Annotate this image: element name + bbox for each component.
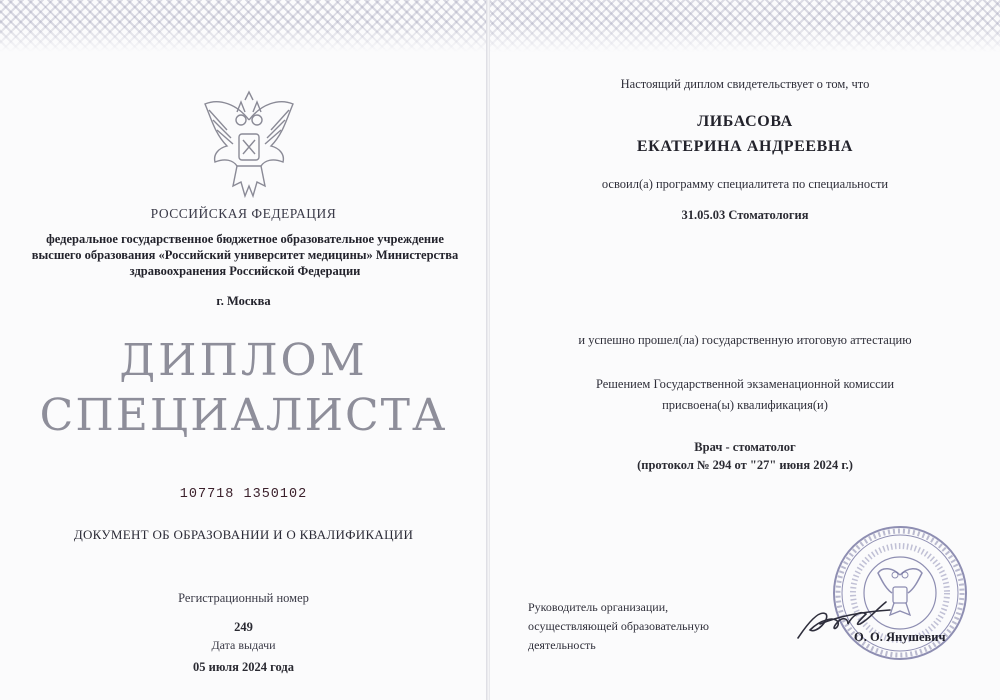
institution-line: здравоохранения Российской Федерации	[129, 264, 361, 278]
attestation-text: и успешно прошел(ла) государственную итоговую аттестацию	[578, 333, 912, 347]
institution-line: высшего образования «Российский университет медицины» Министерства	[31, 248, 459, 262]
document-type: ДОКУМЕНТ ОБ ОБРАЗОВАНИИ И О КВАЛИФИКАЦИИ	[73, 527, 414, 542]
intro-text: Настоящий диплом свидетельствует о том, что	[620, 77, 870, 91]
serial-number: 107718 1350102	[179, 487, 308, 502]
head-of-organization	[528, 598, 709, 655]
head-line: Руководитель организации,	[528, 600, 669, 614]
signer-name: О. О. Янушевич	[854, 630, 946, 644]
qualification: Врач - стоматолог	[694, 440, 796, 454]
country-name: РОССИЙСКАЯ ФЕДЕРАЦИЯ	[150, 206, 337, 221]
issue-date: 05 июля 2024 года	[193, 660, 294, 674]
commission-text: Решением Государственной экзаменационной комиссии	[595, 377, 895, 391]
document-title-line1: ДИПЛОМ	[119, 335, 368, 386]
city: г. Москва	[216, 294, 271, 308]
graduate-surname: ЛИБАСОВА	[697, 113, 793, 130]
eagle-emblem-icon	[197, 90, 301, 202]
program-text: освоил(а) программу специалитета по специальности	[601, 177, 889, 191]
protocol: (протокол № 294 от "27" июня 2024 г.)	[637, 458, 853, 472]
institution-name	[30, 231, 460, 279]
registration-number: 249	[234, 620, 253, 634]
commission-text-2: присвоена(ы) квалификация(и)	[662, 398, 828, 412]
guilloche-border	[0, 0, 487, 52]
registration-label: Регистрационный номер	[178, 591, 309, 605]
left-page	[0, 0, 487, 700]
graduate-given-names: ЕКАТЕРИНА АНДРЕЕВНА	[636, 138, 854, 155]
head-line: осуществляющей образовательную	[528, 619, 709, 633]
document-title-line2: СПЕЦИАЛИСТА	[39, 390, 448, 441]
specialty: 31.05.03 Стоматология	[681, 208, 809, 222]
head-line: деятельность	[528, 638, 596, 652]
issue-date-label: Дата выдачи	[211, 638, 276, 652]
guilloche-border	[490, 0, 1000, 52]
right-page	[490, 0, 1000, 700]
institution-line: федеральное государственное бюджетное образовательное учреждение	[46, 232, 444, 246]
